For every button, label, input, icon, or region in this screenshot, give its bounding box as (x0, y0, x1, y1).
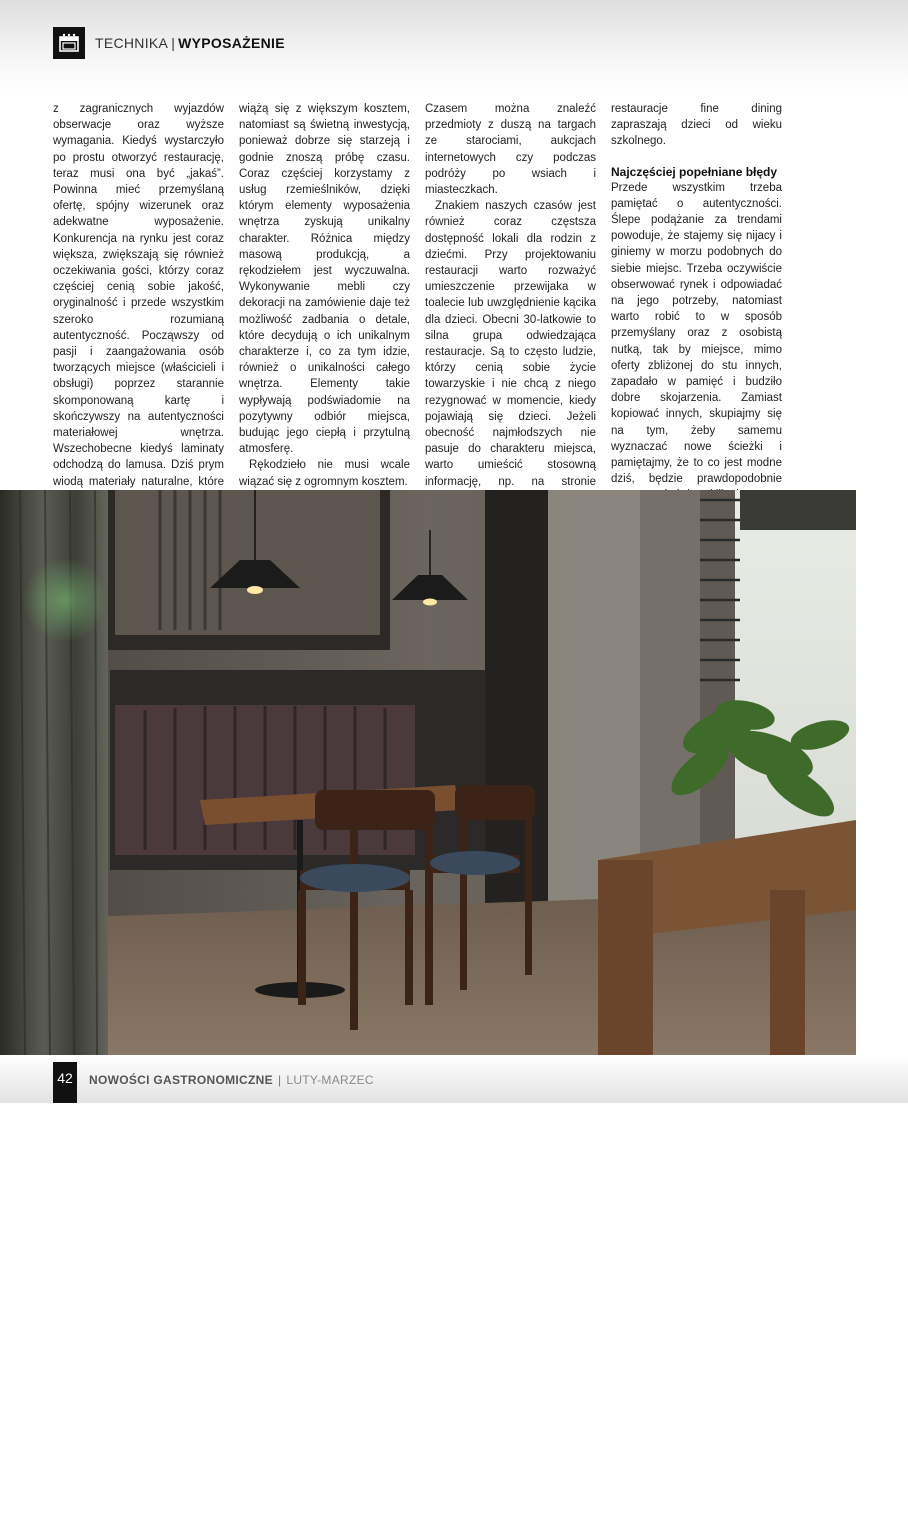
section-header (53, 27, 285, 59)
magazine-title: NOWOŚCI GASTRONOMICZNE (89, 1073, 273, 1087)
paragraph: Przede wszystkim trzeba pamiętać o autentyczności. Ślepe podążanie za trendami powoduje, że stajemy się nijacy i giniemy w morzu podobnych do siebie miejsc. Trzeba oczywiście obserwować rynek i odpowiadać na jego potrzeby, natomiast warto robić to w sposób przemyślany oraz z osobistą nutką, tak by miejsce, mimo oferty zbliżonej do stu innych, zapadało w pamięć i budziło dobre skojarzenia. Zamiast kopiować innych, skupiajmy się na tym, żeby samemu wyznaczać nowe ścieżki i pamiętajmy, że to co jest modne dziś, będzie prawdopodobnie (611, 181, 782, 486)
section-heading: Najczęściej popełniane błędy (611, 164, 778, 179)
paragraph: restauracje fine dining zapraszają dzieci od wieku szkolnego. (611, 103, 782, 148)
section-title (95, 35, 285, 51)
issue-label: LUTY-MARZEC (286, 1073, 374, 1087)
paragraph: Znakiem naszych czasów jest również coraz częstsza dostępność lokali dla rodzin z dziećmi. Przy projektowaniu restauracji warto rozważyć umieszczenie przewijaka w toalecie lub uwzględnienie kącika dla dzieci. Obecni 30-latkowie to silna grupa odwiedzająca restauracje. Są to często ludzie, którzy cenią sobie życie towarzyskie i nie chcą z niego rezygnować w momencie, kiedy pojawiają się dzieci. Jeżeli obecność najmłodszych nie pasuje do charakteru miejsca, warto umieścić stosowną informację, np. na stronie (425, 200, 596, 488)
oven-icon (53, 27, 85, 59)
section-separator: | (171, 35, 176, 51)
article-column-3 (425, 101, 596, 506)
article-column-1 (53, 101, 224, 506)
paragraph: z zagranicznych wyjazdów obserwacje oraz wyższe wymagania. Kiedyś wystarczyło po prostu otworzyć restaurację, teraz musi ona być „jakaś”. Powinna mieć przemyślaną ofertę, spójny wizerunek oraz adekwatne wyposażenie. Konkurencja na rynku jest coraz większa, zwiększają się również oczekiwania gości, którzy coraz częściej cenią sobie jakość, oryginalność i przede wszystkim szeroko rozumianą autentyczność. Począwszy od pasji i zaangażowania osób tworzących miejsce (właścicieli i obsługi) poprzez starannie skomponowaną kartę i skończywszy na autentyczności materiałowej wnętrza. Wszechobecne kiedyś laminaty odchodzą do lamusa. Dziś prym wiodą materiały naturalne, które (53, 103, 224, 488)
photo-credit-website: www.370studio.com (54, 1519, 122, 1526)
footer-separator: | (277, 1073, 282, 1087)
photo-credit-author: foto Aleksandra Meszkurka (54, 1510, 145, 1517)
page-number: 42 (53, 1062, 77, 1103)
subsection-name: WYPOSAŻENIE (178, 35, 285, 51)
section-name: TECHNIKA (95, 35, 169, 51)
photo-credit (54, 1509, 144, 1527)
article-column-4 (611, 101, 782, 504)
article-column-2 (239, 101, 410, 490)
paragraph: Czasem można znaleźć przedmioty z duszą na targach ze starociami, aukcjach internetowych czy podczas podróży po wsiach i miasteczkach. (425, 103, 596, 197)
magazine-footer (89, 1073, 374, 1087)
paragraph: Rękodzieło nie musi wcale wiązać się z ogromnym kosztem. (239, 459, 410, 488)
paragraph: wiążą się z większym kosztem, natomiast są świetną inwestycją, ponieważ dobrze się starzeją i godnie znoszą próbę czasu. Coraz częściej korzystamy z usług rzemieślników, dzięki którym elementy wyposażenia wnętrza zyskują unikalny charakter. Różnica między masową produkcją, a rękodziełem jest wyczuwalna. Wykonywanie mebli czy dekoracji na zamówienie daje też możliwość zadbania o detale, które decydują o ich unikalnym charakterze i, co za tym idzie, również o unikalności całego wnętrza. Elementy takie wypływają podświadomie na pozytywny odbiór miejsca, budując jego ciepłą i przytulną atmosferę. (239, 103, 410, 456)
